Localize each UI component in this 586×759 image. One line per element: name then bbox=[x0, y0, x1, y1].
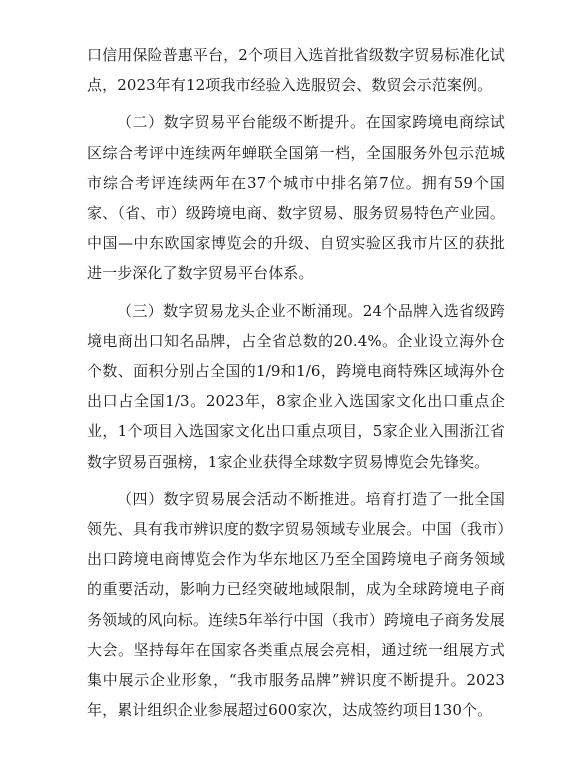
paragraph-leading-enterprises: （三）数字贸易龙头企业不断涌现。24个品牌入选省级跨境电商出口知名品牌，占全省总数的20.4%。企业设立海外仓个数、面积分别占全国的1/9和1/6，跨境电商特殊区域海外仓出口占全国1/3。2023年，8家企业入选国家文化出口重点企业，1个项目入选国家文化出口重点项目，5家企业入围浙江省数字贸易百强榜，1家企业获得全球数字贸易博览会先锋奖。 bbox=[87, 301, 505, 471]
paragraph-continuation: 口信用保险普惠平台，2个项目入选首批省级数字贸易标准化试点，2023年有12项我市经验入选服贸会、数贸会示范案例。 bbox=[87, 46, 505, 95]
paragraph-exhibition-activities: （四）数字贸易展会活动不断推进。培育打造了一批全国领先、具有我市辨识度的数字贸易领域专业展会。中国（我市）出口跨境电商博览会作为华东地区乃至全国跨境电子商务领域的重要活动，影响力已经突破地域限制，成为全球跨境电子商务领域的风向标。连续5年举行中国（我市）跨境电子商务发展大会。坚持每年在国家各类重点展会亮相，通过统一组展方式集中展示企业形象，“我市服务品牌”辨识度不断提升。2023年，累计组织企业参展超过600家次，达成签约项目130个。 bbox=[87, 489, 505, 720]
document-page bbox=[87, 40, 505, 725]
paragraph-platform-capability: （二）数字贸易平台能级不断提升。在国家跨境电商综试区综合考评中连续两年蝉联全国第一档，全国服务外包示范城市综合考评连续两年在37个城市中排名第7位。拥有59个国家、（省、市）级跨境电商、数字贸易、服务贸易特色产业园。中国—中东欧国家博览会的升级、自贸实验区我市片区的获批进一步深化了数字贸易平台体系。 bbox=[87, 113, 505, 283]
